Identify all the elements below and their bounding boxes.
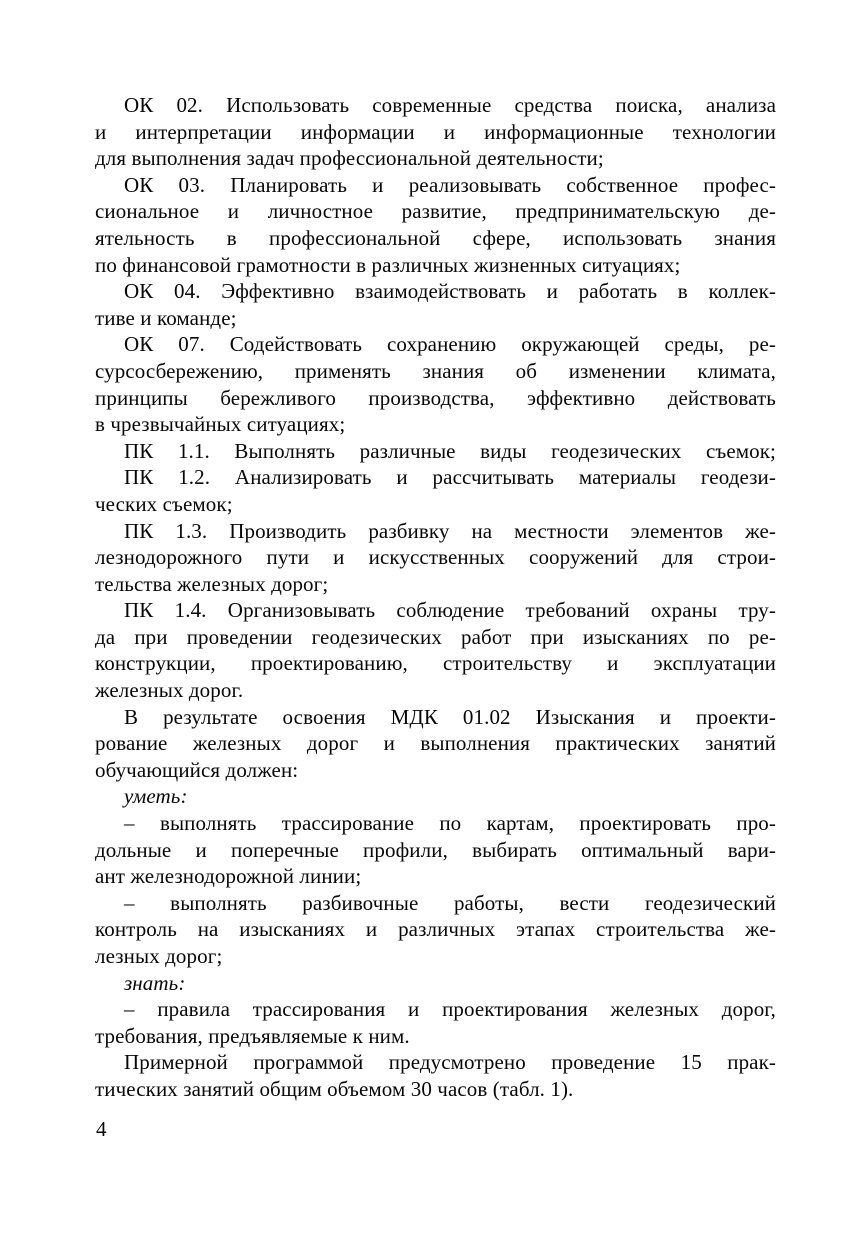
text-line: обучающийся должен: bbox=[95, 757, 299, 782]
text-line: ОК 02. Использовать современные средства поиска, анализа bbox=[124, 93, 776, 117]
text-line: Примерной программой предусмотрено проведение 15 прак- bbox=[124, 1050, 776, 1075]
text-line: принципы бережливого производства, эффективно действовать bbox=[95, 385, 776, 410]
text-line: ПК 1.3. Производить разбивку на местности элементов же- bbox=[124, 518, 776, 543]
text-line: В результате освоения МДК 01.02 Изыскания и проекти- bbox=[124, 704, 776, 729]
text-line: тиве и команде; bbox=[95, 305, 237, 330]
text-line: ОК 03. Планировать и реализовывать собственное профес- bbox=[124, 172, 776, 197]
paragraph bbox=[95, 92, 776, 172]
text-line: – выполнять разбивочные работы, вести геодезический bbox=[124, 890, 776, 915]
paragraph bbox=[95, 331, 776, 437]
text-line: ОК 04. Эффективно взаимодействовать и работать в коллек- bbox=[124, 279, 776, 304]
text-line: ПК 1.1. Выполнять различные виды геодезических съемок; bbox=[124, 438, 776, 463]
paragraph bbox=[95, 1049, 776, 1102]
paragraph bbox=[95, 890, 776, 970]
text-line: уметь: bbox=[124, 784, 188, 809]
text-line: знать: bbox=[124, 970, 186, 995]
paragraph bbox=[95, 810, 776, 890]
text-line: рование железных дорог и выполнения практических занятий bbox=[95, 731, 776, 756]
paragraph bbox=[95, 597, 776, 703]
text-line: ОК 07. Содействовать сохранению окружающей среды, ре- bbox=[124, 332, 776, 357]
text-line: да при проведении геодезических работ при изысканиях по ре- bbox=[95, 624, 776, 649]
paragraph bbox=[95, 996, 776, 1049]
paragraph bbox=[95, 278, 776, 331]
text-line: для выполнения задач профессиональной деятельности; bbox=[95, 146, 604, 171]
text-line: сурсосбережению, применять знания об изменении климата, bbox=[95, 358, 776, 383]
text-line: контроль на изысканиях и различных этапах строительства же- bbox=[95, 917, 776, 942]
paragraph bbox=[95, 438, 776, 465]
text-line: конструкции, проектированию, строительству и эксплуатации bbox=[95, 651, 776, 676]
paragraph bbox=[95, 172, 776, 278]
paragraph bbox=[95, 783, 776, 810]
text-line: тельства железных дорог; bbox=[95, 571, 329, 596]
text-line: по финансовой грамотности в различных жизненных ситуациях; bbox=[95, 252, 681, 277]
text-line: – выполнять трассирование по картам, проектировать про- bbox=[124, 811, 776, 836]
text-line: лезных дорог; bbox=[95, 944, 223, 968]
text-block bbox=[95, 92, 776, 1103]
text-line: ант железнодорожной линии; bbox=[95, 864, 362, 889]
text-line: в чрезвычайных ситуациях; bbox=[95, 412, 346, 437]
text-line: – правила трассирования и проектирования железных дорог, bbox=[124, 997, 776, 1022]
paragraph bbox=[95, 518, 776, 598]
text-line: ческих съемок; bbox=[95, 491, 233, 516]
text-line: железных дорог. bbox=[95, 678, 244, 703]
page-number: 4 bbox=[96, 1117, 107, 1141]
text-line: ПК 1.2. Анализировать и рассчитывать материалы геодези- bbox=[124, 465, 776, 490]
paragraph bbox=[95, 970, 776, 997]
text-line: сиональное и личностное развитие, предпринимательскую де- bbox=[95, 199, 776, 224]
paragraph bbox=[95, 704, 776, 784]
text-line: тических занятий общим объемом 30 часов (табл. 1). bbox=[95, 1076, 574, 1101]
text-line: дольные и поперечные профили, выбирать оптимальный вари- bbox=[95, 837, 776, 862]
paragraph bbox=[95, 464, 776, 517]
text-line: требования, предъявляемые к ним. bbox=[95, 1023, 410, 1048]
text-line: лезнодорожного пути и искусственных сооружений для строи- bbox=[95, 545, 776, 570]
text-line: ПК 1.4. Организовывать соблюдение требований охраны тру- bbox=[124, 598, 776, 623]
text-line: ятельность в профессиональной сфере, использовать знания bbox=[95, 225, 776, 250]
text-line: и интерпретации информации и информационные технологии bbox=[95, 119, 776, 144]
